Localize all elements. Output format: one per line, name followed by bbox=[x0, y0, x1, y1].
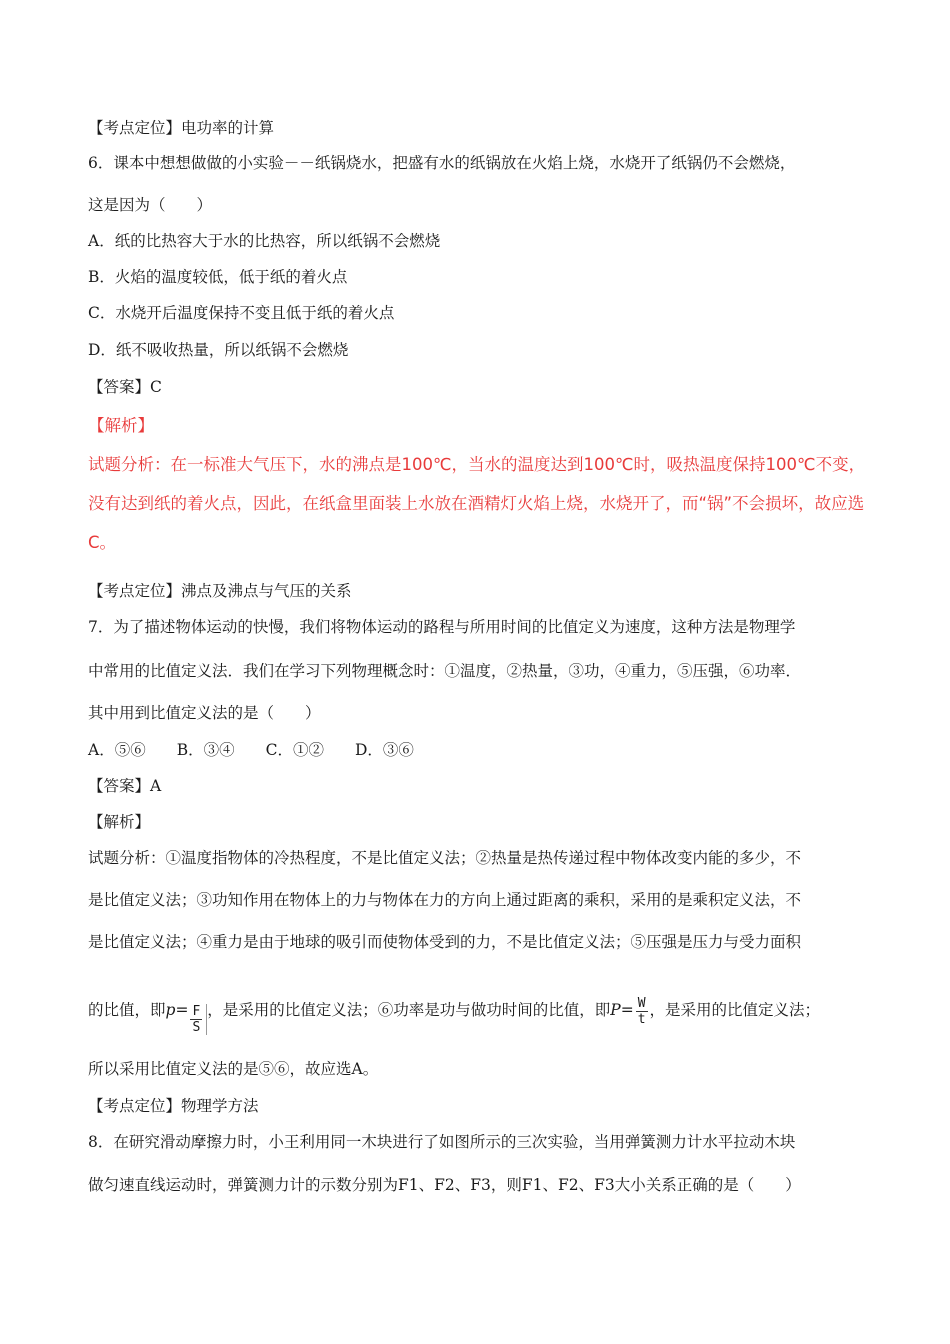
option-d: D．纸不吸收热量，所以纸锅不会燃烧 bbox=[88, 341, 349, 359]
question-6-text: 6．课本中想想做做的小实验－－纸锅烧水，把盛有水的纸锅放在火焰上烧，水烧开了纸锅仍不会燃烧， bbox=[88, 154, 796, 172]
question-8-text: 8．在研究滑动摩擦力时，小王利用同一木块进行了如图所示的三次实验，当用弹簧测力计水平拉动木块 bbox=[88, 1133, 796, 1151]
analysis-text-1: 试题分析：①温度指物体的冷热程度，不是比值定义法；②热量是热传递过程中物体改变内能的多少，不 bbox=[88, 849, 802, 867]
option-a: A．纸的比热容大于水的比热容，所以纸锅不会燃烧 bbox=[88, 232, 441, 250]
fraction-numerator: W bbox=[637, 995, 646, 1011]
topic-heading: 【考点定位】沸点及沸点与气压的关系 bbox=[88, 582, 352, 600]
option-c: C．水烧开后温度保持不变且低于纸的着火点 bbox=[88, 304, 395, 322]
option-b: B．火焰的温度较低，低于纸的着火点 bbox=[88, 268, 348, 286]
question-7-text-cont: 中常用的比值定义法．我们在学习下列物理概念时：①温度，②热量，③功，④重力，⑤压强，⑥功率． bbox=[88, 662, 802, 680]
formula-symbol: p= bbox=[165, 1001, 189, 1019]
fraction-f-over-s bbox=[190, 1004, 202, 1035]
analysis-text-formula bbox=[88, 992, 820, 1035]
conclusion-text: 所以采用比值定义法的是⑤⑥，故应选A。 bbox=[88, 1060, 379, 1078]
question-7-text-cont: 其中用到比值定义法的是（ ） bbox=[88, 704, 321, 722]
analysis-text-3: 是比值定义法；④重力是由于地球的吸引而使物体受到的力，不是比值定义法；⑤压强是压力与受力面积 bbox=[88, 933, 802, 951]
analysis-text-1: 试题分析：在一标准大气压下，水的沸点是100℃，当水的温度达到100℃时，吸热温度保持100℃不变， bbox=[88, 455, 866, 474]
formula-symbol: P= bbox=[610, 1001, 634, 1019]
options-row: A．⑤⑥ B．③④ C．①② D．③⑥ bbox=[88, 741, 414, 759]
formula-text: ，是采用的比值定义法；⑥功率是功与做功时间的比值，即 bbox=[207, 1001, 611, 1019]
question-7-text: 7．为了描述物体运动的快慢，我们将物体运动的路程与所用时间的比值定义为速度，这种方法是物理学 bbox=[88, 618, 796, 636]
fraction-numerator: F bbox=[192, 1004, 201, 1019]
analysis-text-3: C。 bbox=[88, 533, 117, 552]
analysis-heading: 【解析】 bbox=[88, 813, 151, 831]
question-8-text-cont: 做匀速直线运动时，弹簧测力计的示数分别为F1、F2、F3，则F1、F2、F3大小关系正确的是（ ） bbox=[88, 1176, 801, 1194]
analysis-heading: 【解析】 bbox=[88, 416, 154, 435]
fraction-box bbox=[188, 1004, 207, 1035]
question-6-text-cont: 这是因为（ ） bbox=[88, 196, 213, 214]
answer-label: 【答案】A bbox=[88, 777, 162, 795]
analysis-text-2: 没有达到纸的着火点，因此，在纸盒里面装上水放在酒精灯火焰上烧，水烧开了，而“锅”不会损坏，故应选 bbox=[88, 494, 865, 513]
topic-heading: 【考点定位】物理学方法 bbox=[88, 1097, 259, 1115]
topic-heading: 【考点定位】电功率的计算 bbox=[88, 119, 275, 137]
formula-text: ，是采用的比值定义法； bbox=[649, 1001, 821, 1019]
fraction-denominator: S bbox=[192, 1020, 201, 1035]
fraction-denominator: t bbox=[637, 1011, 646, 1027]
fraction-w-over-t bbox=[636, 996, 648, 1027]
formula-text: 的比值，即 bbox=[88, 1001, 166, 1019]
analysis-text-2: 是比值定义法；③功知作用在物体上的力与物体在力的方向上通过距离的乘积，采用的是乘积定义法，不 bbox=[88, 891, 802, 909]
answer-label: 【答案】C bbox=[88, 378, 162, 396]
